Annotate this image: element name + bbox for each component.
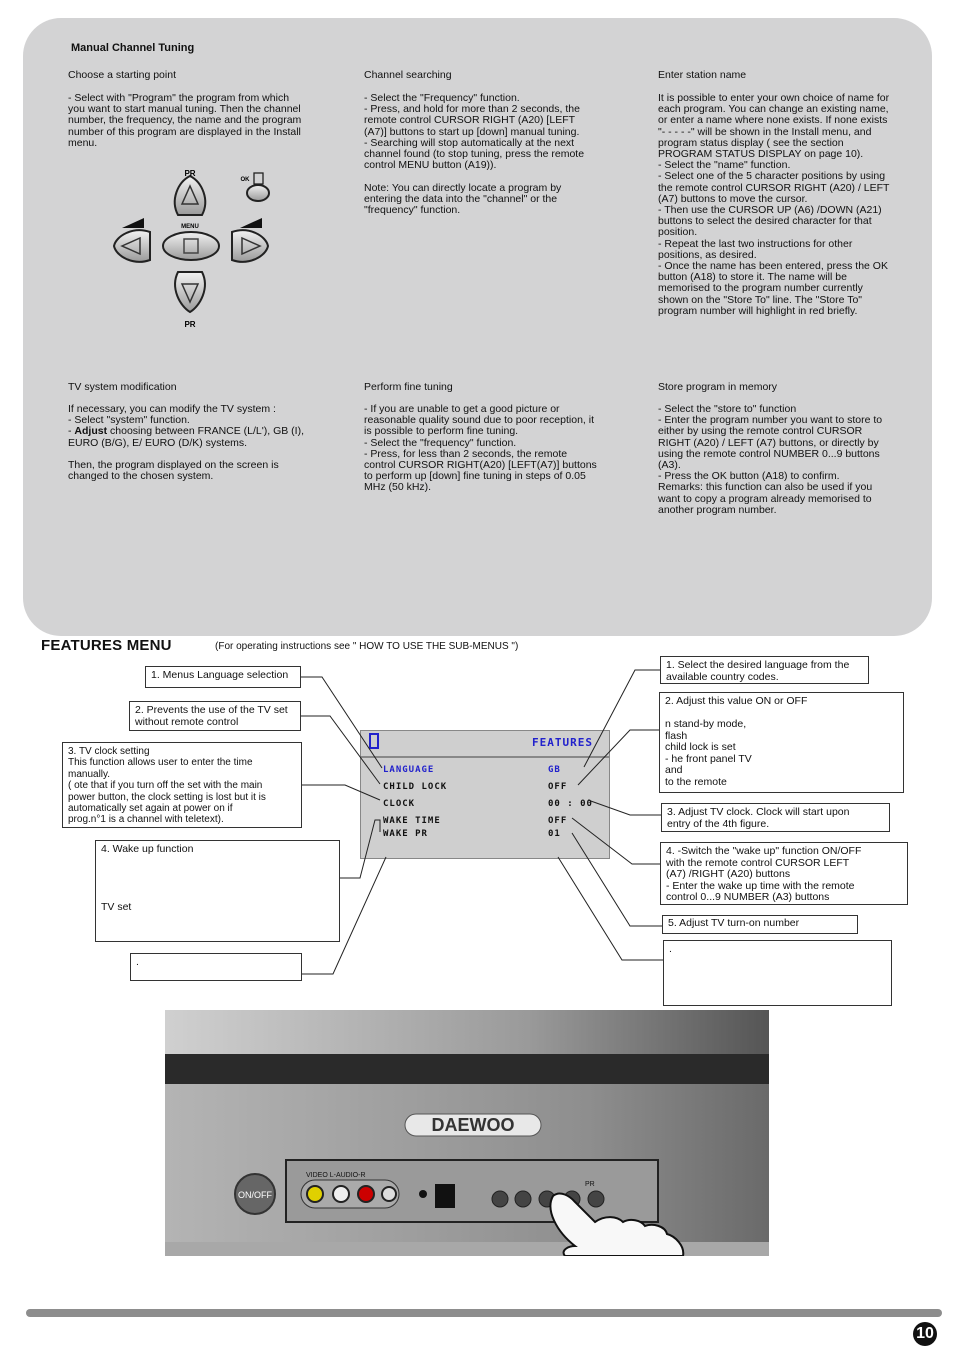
callout-extra-right: . xyxy=(663,940,892,1006)
pr-up-panel-button xyxy=(588,1191,604,1207)
section-heading: Choose a starting point xyxy=(68,69,176,81)
pr-up-label: PR xyxy=(184,169,196,178)
brand-logo: DAEWOO xyxy=(431,1115,515,1135)
section-heading: TV system modification xyxy=(68,381,177,393)
section-body: - Select the "Frequency" function. - Press, and hold for more than 2 seconds, the remote control CURSOR RIGHT (A20) [LEFT (A7)] buttons to start up [down] manual tuning. - Searching will stop automatically at the next channel found (to stop tuning, press the remote control MENU button (A19)). Note: You can directly locate a program by entering the data into the "channel" or the "frequency" function. xyxy=(364,92,585,217)
features-menu-title: FEATURES MENU xyxy=(41,637,172,654)
callout-wake-pr-right: 5. Adjust TV turn-on number xyxy=(662,915,858,934)
callout-clock-right: 3. Adjust TV clock. Clock will start upon entry of the 4th figure. xyxy=(661,803,890,832)
section-heading: Enter station name xyxy=(658,69,747,81)
manual-tuning-title: Manual Channel Tuning xyxy=(71,42,195,54)
callout-language-right: 1. Select the desired language from the available country codes. xyxy=(660,656,869,684)
ok-label: OK xyxy=(240,177,250,183)
audio-right-jack xyxy=(358,1186,374,1202)
section-body: - If you are unable to get a good picture or reasonable quality sound due to poor reception, it is possible to perform fine tuning. - Select the "frequency" function. - Press, for less than 2 seconds, the remote control CURSOR RIGHT(A20) [LEFT(A7)] buttons to perform up [down] fine tuning in steps of 0.05 MHz (50 kHz). xyxy=(364,403,597,494)
section-heading: Perform fine tuning xyxy=(364,381,453,393)
callout-language: 1. Menus Language selection xyxy=(145,666,301,688)
features-menu-subtitle: (For operating instructions see " HOW TO USE THE SUB-MENUS ") xyxy=(215,641,519,652)
menu-panel-button xyxy=(492,1191,508,1207)
pr-panel-label: PR xyxy=(585,1181,595,1188)
callout-wake-time-right: 4. -Switch the "wake up" function ON/OFF with the remote control CURSOR LEFT (A7) /RIGHT (A20) buttons - Enter the wake up time with the remote control 0...9 NUMBER (A3) buttons xyxy=(660,842,908,905)
audio-left-jack xyxy=(333,1186,349,1202)
osd-row-value: OFF xyxy=(548,782,568,792)
headphone-jack xyxy=(382,1187,396,1201)
osd-row-value: OFF xyxy=(548,816,568,826)
osd-row-value: GB xyxy=(548,765,561,775)
volume-down-panel-button xyxy=(515,1191,531,1207)
callout-wake-up: 4. Wake up function TV set xyxy=(95,840,340,942)
osd-row-value: 01 xyxy=(548,829,561,839)
osd-row-label: WAKE PR xyxy=(383,829,428,839)
osd-row-label: WAKE TIME xyxy=(383,816,441,826)
footer-bar xyxy=(26,1309,942,1317)
video-jack xyxy=(307,1186,323,1202)
menu-label: MENU xyxy=(181,224,199,230)
osd-title: FEATURES xyxy=(532,736,593,749)
standby-led xyxy=(419,1190,427,1198)
callout-clock: 3. TV clock setting This function allows user to enter the time manually. ( ote that if you turn off the set with the main power button, the clock setting is lost but it is automatically set again at power on if prog.n°1 is a channel with teletext). xyxy=(62,742,302,828)
pr-down-label: PR xyxy=(184,320,196,329)
section-heading: Store program in memory xyxy=(658,381,778,393)
tv-front-panel xyxy=(165,1010,769,1256)
section-body: - Select with "Program" the program from which you want to start manual tuning. Then the channel number, the frequency, the name and the program number of this program are displayed in the Install menu. xyxy=(68,92,302,149)
callout-child-lock: 2. Prevents the use of the TV set without remote control xyxy=(129,701,301,731)
callout-child-lock-right: 2. Adjust this value ON or OFF n stand-by mode, flash child lock is set - he front panel TV and to the remote xyxy=(659,692,904,793)
jack-labels: VIDEO L-AUDIO-R xyxy=(306,1172,366,1179)
power-label: ON/OFF xyxy=(238,1190,272,1200)
page-number: 10 xyxy=(913,1322,937,1346)
osd-row-value: 00 : 00 xyxy=(548,799,593,809)
ir-sensor xyxy=(435,1184,455,1208)
section-heading: Channel searching xyxy=(364,69,452,81)
osd-row-label: LANGUAGE xyxy=(383,765,435,775)
section-body: It is possible to enter your own choice of name for each program. You can change an existing name, or enter a name where none exists. If none exists "- - - - -" will be shown in the Install menu, and program status display ( see the section PROGRAM STATUS DISPLAY on page 10). - Select the "name" function. - Select one of the 5 character positions by using the remote control CURSOR RIGHT (A20) / LEFT (A7) buttons to move the cursor. - Then use the CURSOR UP (A6) /DOWN (A21) buttons to select the desired character for that position. - Repeat the last two instructions for other positions, as desired. - Once the name has been entered, press the OK button (A18) to store it. The name will be memorised to the program number currently shown on the "Store To" line. The "Store To" program number will highlight in red briefly. xyxy=(658,92,890,317)
osd-row-label: CLOCK xyxy=(383,799,416,809)
callout-wake-pr: . xyxy=(130,953,302,981)
section-body: If necessary, you can modify the TV system : - Select "system" function. - Adjust choosing between FRANCE (L/L'), GB (I), EURO (B/G), E/ EURO (D/K) systems. Then, the program displayed on the screen is changed to the chosen system. xyxy=(68,403,305,483)
section-body: - Select the "store to" function - Enter the program number you want to store to either by using the remote control CURSOR RIGHT (A20) / LEFT (A7) buttons, or directly by using the remote control NUMBER 0...9 buttons (A3). - Press the OK button (A18) to confirm. Remarks: this function can also be used if you want to copy a program already memorised to another program number. xyxy=(658,403,883,516)
osd-row-label: CHILD LOCK xyxy=(383,782,448,792)
